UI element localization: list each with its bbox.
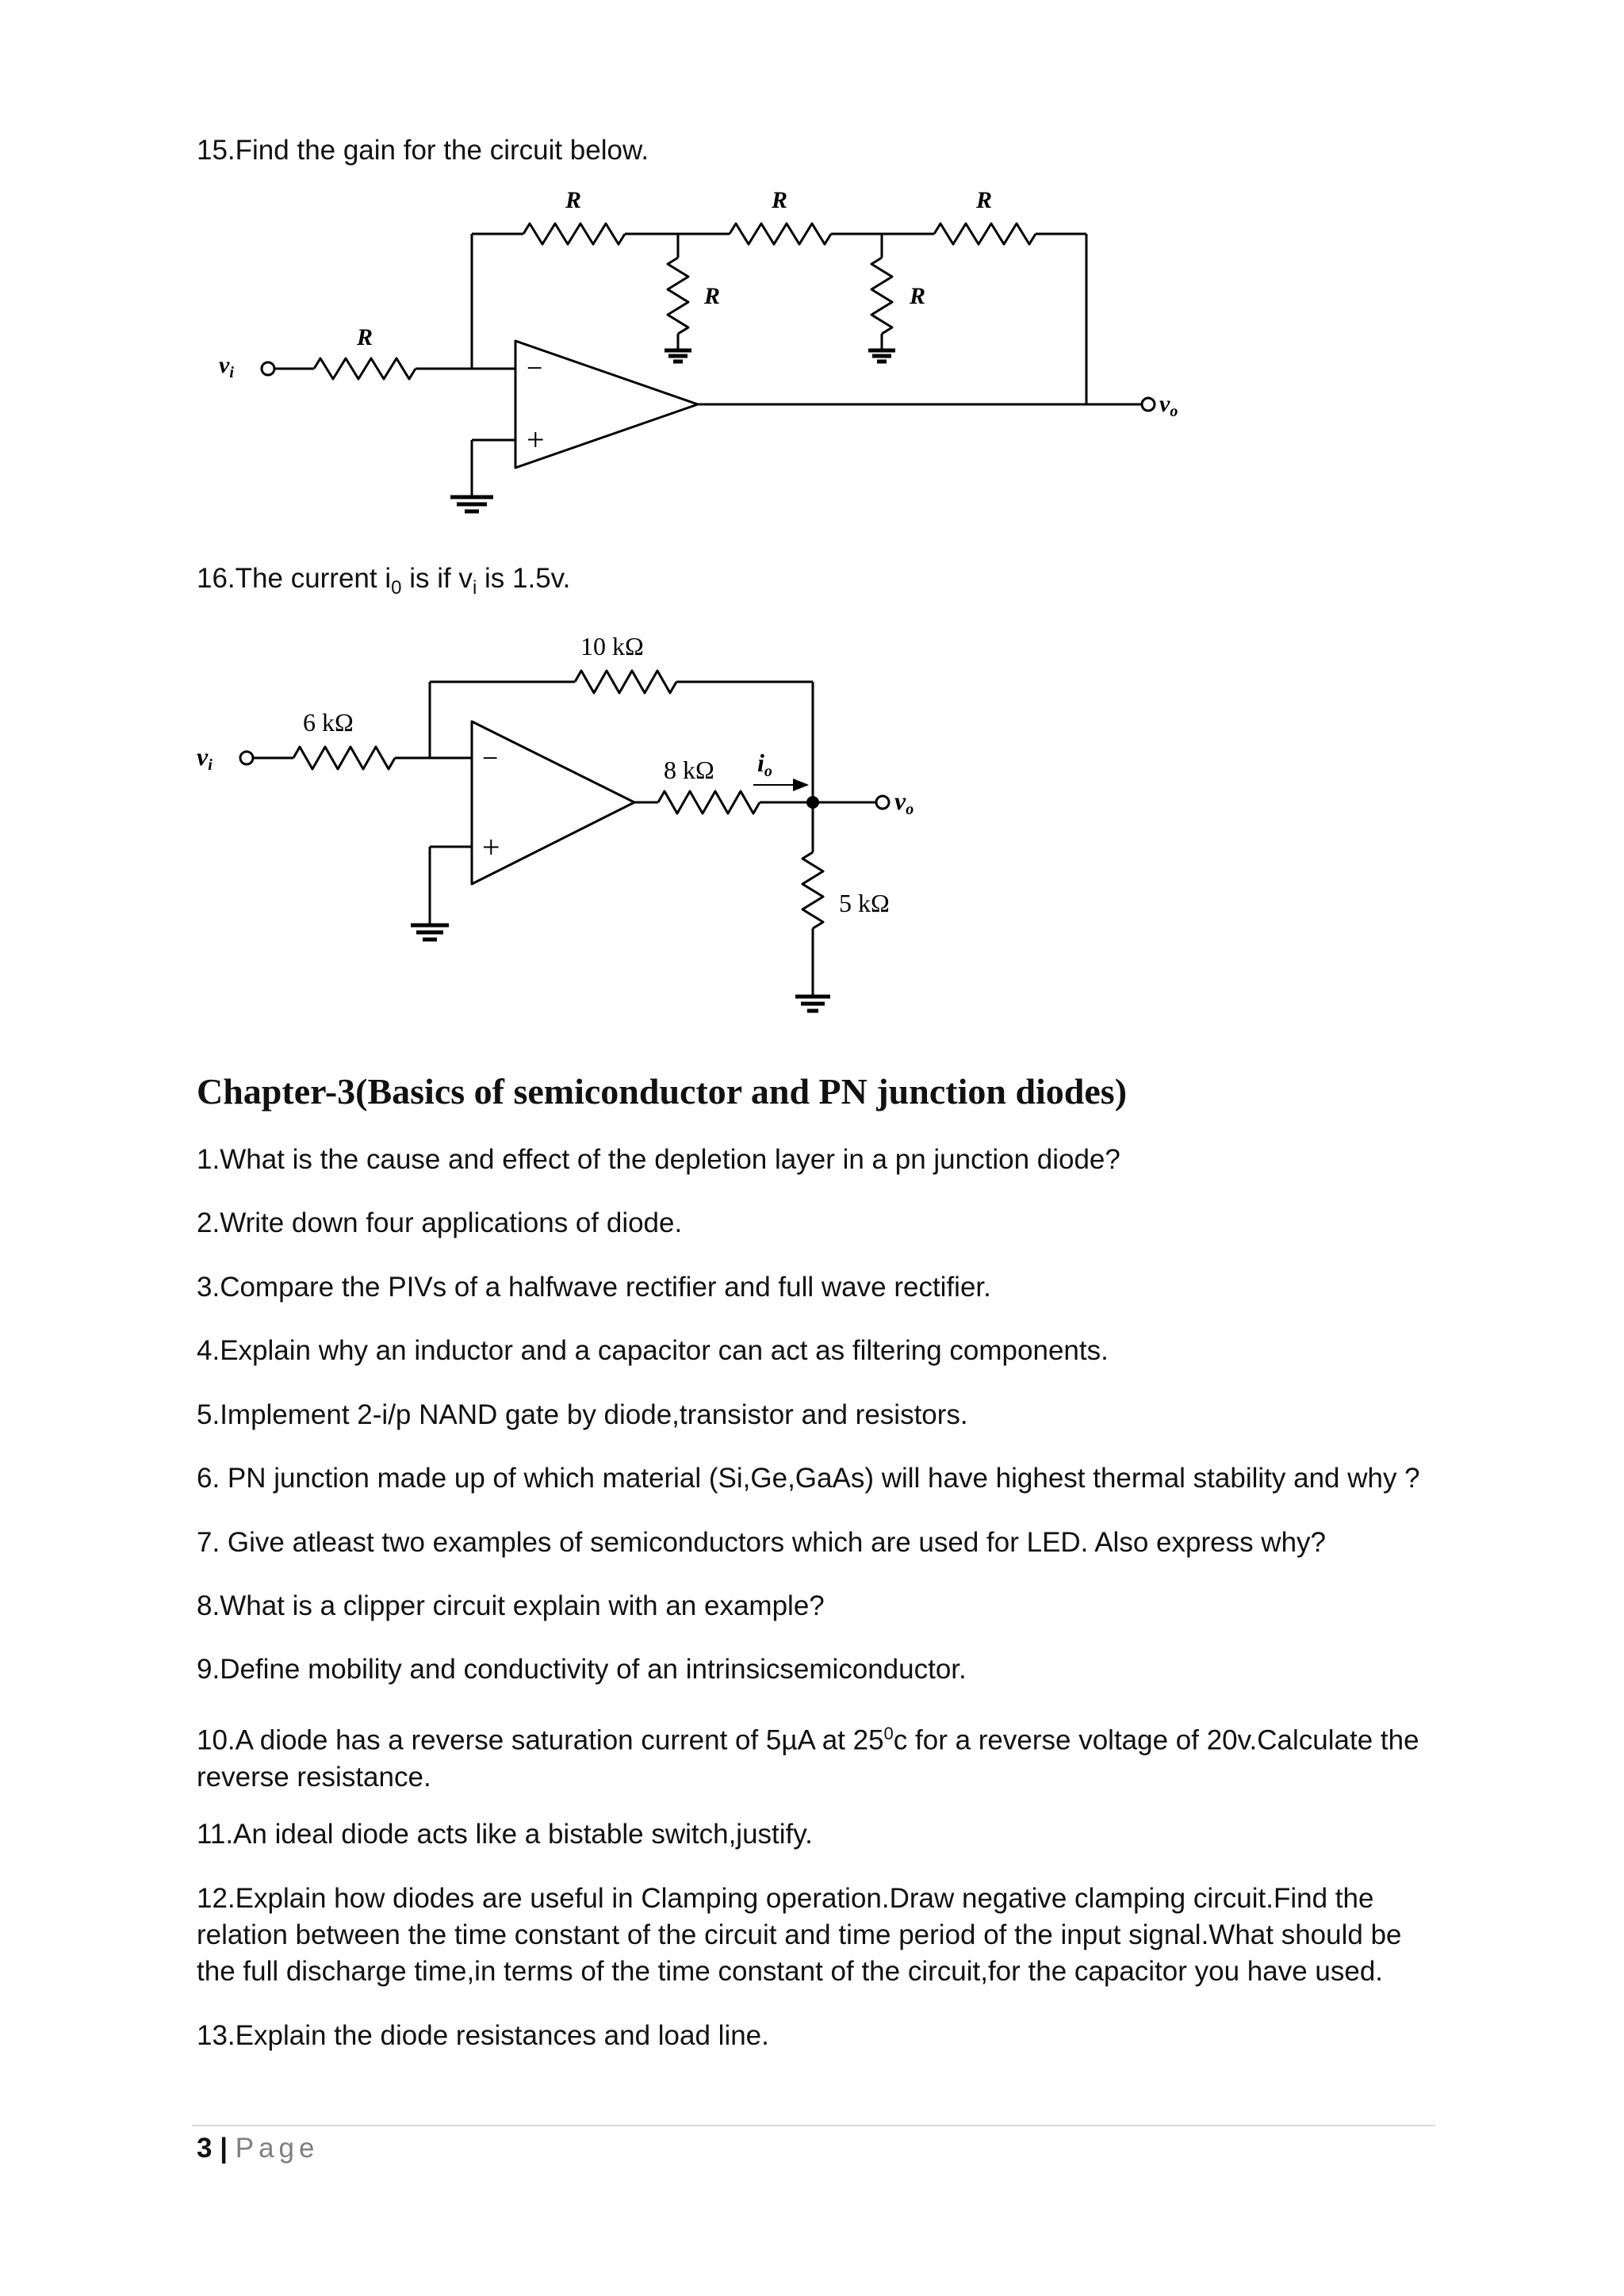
label-vi-2: vi <box>197 742 213 774</box>
circuit-diagram-2 <box>0 618 1624 1031</box>
output-terminal <box>1142 398 1155 411</box>
label-io: io <box>757 748 772 780</box>
question-4: 4.Explain why an inductor and a capacitor can act as filtering components. <box>197 1335 1109 1366</box>
question-11: 11.An ideal diode acts like a bistable switch,justify. <box>197 1819 813 1850</box>
question-10: 10.A diode has a reverse saturation current of 5µA at $25^0c$ for a reverse voltage of 20v.Calculate the reverse resistance. <box>197 1724 1419 1793</box>
resistor-5k <box>802 852 823 928</box>
question-6: 6. PN junction made up of which material (Si,Ge,GaAs) will have highest thermal stability and why ? <box>197 1463 1420 1494</box>
resistor-shunt-1 <box>668 258 688 334</box>
label-r-input: R <box>357 324 373 350</box>
resistor-top-3 <box>934 224 1036 244</box>
question-15: 15.Find the gain for the circuit below. <box>197 135 649 166</box>
ground-symbol-1 <box>665 350 691 362</box>
input-terminal <box>262 362 274 375</box>
page-number: 3 <box>197 2133 213 2164</box>
label-vo-2: vo <box>894 786 914 818</box>
ground-symbol-4 <box>411 925 449 939</box>
junction-node <box>806 796 819 809</box>
resistor-top-1 <box>523 224 625 244</box>
question-2: 2.Write down four applications of diode. <box>197 1207 683 1238</box>
page-footer: 3 | Page <box>197 2133 320 2164</box>
label-10k: 10 kΩ <box>580 632 644 660</box>
question-16: 16.The current $i_0$ is if $v_i$ is 1.5v. <box>197 563 571 599</box>
ground-symbol-2 <box>868 350 895 362</box>
label-8k: 8 kΩ <box>664 756 714 784</box>
question-5: 5.Implement 2-i/p NAND gate by diode,transistor and resistors. <box>197 1399 968 1430</box>
resistor-8k <box>658 791 760 813</box>
circuit-diagram-1 <box>0 0 1624 555</box>
label-r-shunt-2: R <box>910 283 926 309</box>
question-7: 7. Give atleast two examples of semiconductors which are used for LED. Also express why? <box>197 1527 1326 1558</box>
footer-divider <box>192 2125 1435 2126</box>
op-amp-2-plus: + <box>482 829 500 865</box>
ground-symbol-3 <box>450 497 493 511</box>
question-1: 1.What is the cause and effect of the depletion layer in a pn junction diode? <box>197 1144 1120 1175</box>
input-terminal-2 <box>240 752 253 764</box>
label-r-top-1: R <box>565 187 582 213</box>
question-9: 9.Define mobility and conductivity of an intrinsicsemiconductor. <box>197 1654 967 1685</box>
label-vi: $v_i$ <box>219 352 234 381</box>
question-12: 12.Explain how diodes are useful in Clamping operation.Draw negative clamping circuit.Find the relation between the time constant of the circuit and time period of the input signal.What should be the full discharge time,in terms of the time constant of the circuit,for the capacitor you have used. <box>197 1883 1402 1987</box>
op-amp-plus: + <box>527 422 545 457</box>
label-r-top-3: R <box>976 187 993 213</box>
resistor-10k <box>575 671 676 693</box>
label-5k: 5 kΩ <box>839 889 890 917</box>
ground-symbol-5 <box>795 997 830 1011</box>
resistor-shunt-2 <box>871 258 892 334</box>
question-8: 8.What is a clipper circuit explain with an example? <box>197 1590 825 1621</box>
output-terminal-2 <box>876 796 889 809</box>
question-13: 13.Explain the diode resistances and load line. <box>197 2020 769 2051</box>
resistor-input <box>314 358 416 379</box>
resistor-top-2 <box>730 224 831 244</box>
resistor-6k <box>293 747 395 769</box>
page-word: Page <box>235 2133 320 2164</box>
label-r-top-2: R <box>772 187 788 213</box>
label-vo: $v_o$ <box>1159 391 1178 420</box>
op-amp-minus: − <box>527 352 543 384</box>
question-3: 3.Compare the PIVs of a halfwave rectifier and full wave rectifier. <box>197 1272 991 1303</box>
op-amp-2-minus: − <box>482 742 499 774</box>
label-r-shunt-1: R <box>704 283 721 309</box>
chapter-heading: Chapter-3(Basics of semiconductor and PN junction diodes) <box>197 1071 1128 1112</box>
label-6k: 6 kΩ <box>303 708 354 737</box>
